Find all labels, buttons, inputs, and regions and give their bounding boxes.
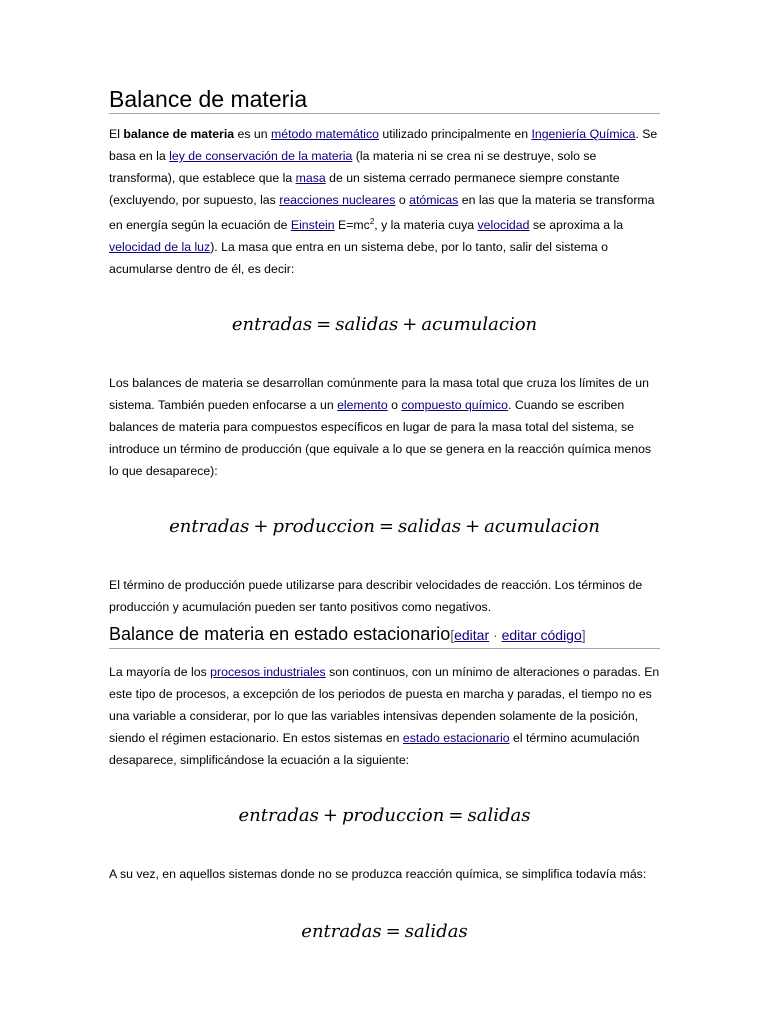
text: utilizado principalmente en	[379, 127, 532, 141]
math-operator: +	[402, 314, 418, 336]
article	[109, 80, 660, 961]
text: Los balances de materia se desarrollan comúnmente para la masa total que cruza los límites de un sistema. También pueden enfocarse a un	[109, 376, 649, 413]
math-term: acumulacion	[421, 314, 538, 336]
section-title: Balance de materia en estado estacionario	[109, 624, 451, 645]
text: ). La masa que entra en un sistema debe, por lo tanto, salir del sistema o acumularse dentro de él, es decir:	[109, 240, 609, 277]
text: (la materia ni se crea ni se destruye, solo se transforma), que establece que la	[109, 149, 597, 185]
paragraph-4	[109, 661, 660, 771]
text: , y la materia cuya	[374, 218, 478, 233]
link-velocidad-luz[interactable]: velocidad de la luz	[109, 240, 211, 255]
bracket: [	[450, 627, 455, 644]
math-operator: =	[385, 921, 401, 943]
link-ingenieria-quimica[interactable]: Ingeniería Química	[531, 127, 636, 141]
link-einstein[interactable]: Einstein	[290, 218, 335, 233]
math-term: salidas	[404, 921, 468, 943]
math-term: entradas	[231, 314, 313, 336]
bracket: ]	[581, 627, 586, 644]
text: se aproxima a la	[529, 218, 624, 233]
math-operator: +	[253, 516, 269, 538]
link-compuesto-quimico[interactable]: compuesto químico	[401, 398, 509, 413]
paragraph-3: El término de producción puede utilizarse para describir velocidades de reacción. Los términos de producción y acumulación pueden ser tanto positivos como negativos.	[109, 578, 643, 615]
paragraph-5: A su vez, en aquellos sistemas donde no se produzca reacción química, se simplifica todavía más:	[109, 867, 647, 882]
equation-1	[109, 314, 660, 354]
link-ley-conservacion[interactable]: ley de conservación de la materia	[169, 149, 353, 163]
section-heading	[109, 622, 660, 649]
equation-2	[109, 516, 660, 556]
text: es un	[234, 127, 272, 141]
bold-term: balance de materia	[123, 127, 235, 141]
text: . Se basa en la	[109, 127, 658, 163]
math-operator: =	[378, 516, 395, 538]
link-estado-estacionario[interactable]: estado estacionario	[402, 731, 510, 746]
link-masa[interactable]: masa	[295, 171, 326, 185]
math-term: salidas	[398, 516, 461, 538]
link-procesos-industriales[interactable]: procesos industriales	[210, 665, 326, 680]
superscript: 2	[369, 217, 375, 226]
math-term: acumulacion	[484, 516, 600, 538]
math-operator: =	[448, 805, 464, 827]
math-term: entradas	[301, 921, 382, 943]
text: . Cuando se escriben balances de materia para compuestos específicos en lugar de para la masa total del sistema, se introduce un término de producción (que equivale a lo que se genera en la reacción química menos lo que desaparece):	[109, 398, 652, 479]
math-operator: =	[316, 314, 332, 336]
edit-link[interactable]: editar	[454, 627, 490, 644]
equation-4	[109, 921, 660, 961]
link-atomicas[interactable]: atómicas	[409, 193, 459, 207]
text: El	[109, 127, 124, 141]
equation-3	[109, 805, 660, 845]
text: son continuos, con un mínimo de alteraciones o paradas. En este tipo de procesos, a excepción de los periodos de puesta en marcha y paradas, el tiempo no es una variable a considerar, por lo que las variables intensivas dependen solamente de la posición, siendo el régimen estacionario. En estos sistemas en	[109, 665, 660, 746]
link-elemento[interactable]: elemento	[337, 398, 388, 413]
paragraph-2	[109, 372, 660, 482]
math-term: salidas	[335, 314, 399, 336]
text: en las que la materia se transforma en energía según la ecuación de	[109, 193, 655, 233]
text: La mayoría de los	[109, 665, 211, 680]
link-velocidad[interactable]: velocidad	[477, 218, 530, 233]
intro-paragraph	[109, 123, 660, 280]
link-reacciones-nucleares[interactable]: reacciones nucleares	[279, 193, 396, 207]
edit-section	[450, 627, 585, 643]
link-metodo-matematico[interactable]: método matemático	[271, 127, 380, 141]
separator: ·	[489, 627, 502, 644]
text: o	[387, 398, 402, 413]
edit-source-link[interactable]: editar código	[501, 627, 582, 644]
text: el término acumulación desaparece, simplificándose la ecuación a la siguiente:	[109, 731, 640, 768]
math-term: produccion	[272, 516, 375, 538]
math-term: entradas	[238, 805, 319, 827]
text: de un sistema cerrado permanece siempre constante (excluyendo, por supuesto, las	[109, 171, 620, 207]
math-term: salidas	[467, 805, 531, 827]
page-title: Balance de materia	[109, 80, 660, 114]
math-term: entradas	[169, 516, 250, 538]
math-operator: +	[322, 805, 338, 827]
math-operator: +	[465, 516, 481, 538]
text: E=mc	[334, 218, 370, 233]
text: o	[395, 193, 410, 207]
math-term: produccion	[341, 805, 445, 827]
